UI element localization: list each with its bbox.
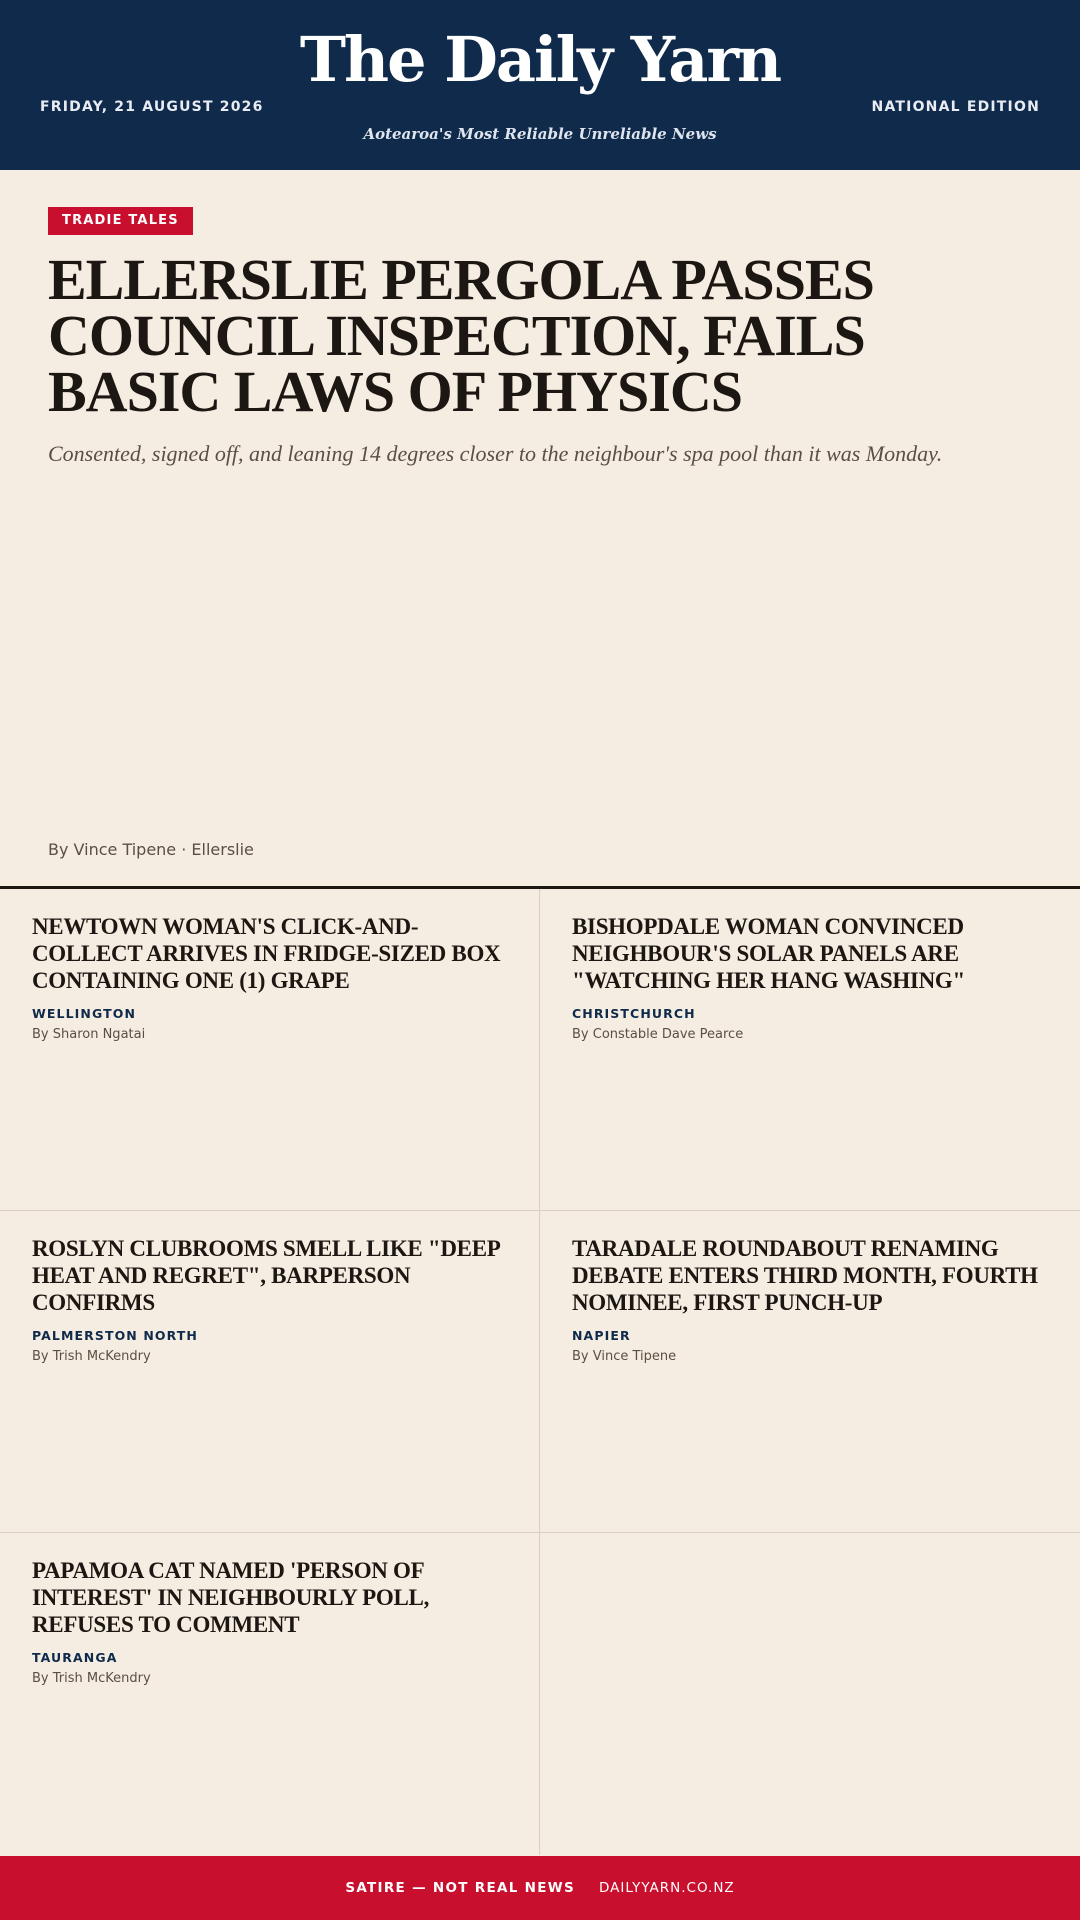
lead-headline[interactable]: ELLERSLIE PERGOLA PASSES COUNCIL INSPECTION, FAILS BASIC LAWS OF PHYSICS [48,247,874,424]
story-card[interactable] [0,1533,540,1855]
story-card[interactable] [540,1211,1080,1533]
story-byline: By Vince Tipene [572,1349,677,1364]
story-byline: By Constable Dave Pearce [572,1027,744,1042]
story-byline: By Sharon Ngatai [32,1027,146,1042]
lead-dek: Consented, signed off, and leaning 14 degrees closer to the neighbour's spa pool than it was Monday. [48,441,943,466]
story-card[interactable] [0,889,540,1211]
story-headline[interactable]: TARADALE ROUNDABOUT RENAMING DEBATE ENTERS THIRD MONTH, FOURTH NOMINEE, FIRST PUNCH-UP [572,1236,1038,1315]
story-location: WELLINGTON [32,1006,137,1021]
story-headline[interactable]: ROSLYN CLUBROOMS SMELL LIKE "DEEP HEAT AND REGRET", BARPERSON CONFIRMS [32,1236,500,1315]
masthead [0,0,1080,170]
story-grid [0,889,1080,1856]
empty-grid-cell [540,1533,1080,1855]
edition-date: FRIDAY, 21 AUGUST 2026 [40,99,264,115]
story-location: CHRISTCHURCH [572,1006,696,1021]
story-headline[interactable]: BISHOPDALE WOMAN CONVINCED NEIGHBOUR'S SOLAR PANELS ARE "WATCHING HER HANG WASHING" [572,914,965,993]
story-card[interactable] [540,889,1080,1211]
story-location: PALMERSTON NORTH [32,1328,198,1343]
site-tagline: Aotearoa's Most Reliable Unreliable News [363,125,717,143]
story-byline: By Trish McKendry [32,1671,151,1686]
story-card[interactable] [0,1211,540,1533]
story-location: NAPIER [572,1328,631,1343]
footer-bar [0,1856,1080,1920]
story-location: TAURANGA [32,1650,118,1665]
site-title[interactable]: The Daily Yarn [299,23,781,96]
site-link[interactable]: DAILYYARN.CO.NZ [598,1880,735,1896]
story-byline: By Trish McKendry [32,1349,151,1364]
edition-label: NATIONAL EDITION [871,99,1040,115]
lead-byline: By Vince Tipene · Ellerslie [48,840,254,859]
section-kicker[interactable]: TRADIE TALES [48,207,193,235]
satire-disclaimer: SATIRE — NOT REAL NEWS [345,1880,575,1896]
story-headline[interactable]: NEWTOWN WOMAN'S CLICK-AND-COLLECT ARRIVES IN FRIDGE-SIZED BOX CONTAINING ONE (1) GRAPE [32,914,501,993]
lead-story[interactable] [0,170,1080,888]
story-headline[interactable]: PAPAMOA CAT NAMED 'PERSON OF INTEREST' IN NEIGHBOURLY POLL, REFUSES TO COMMENT [32,1558,430,1637]
